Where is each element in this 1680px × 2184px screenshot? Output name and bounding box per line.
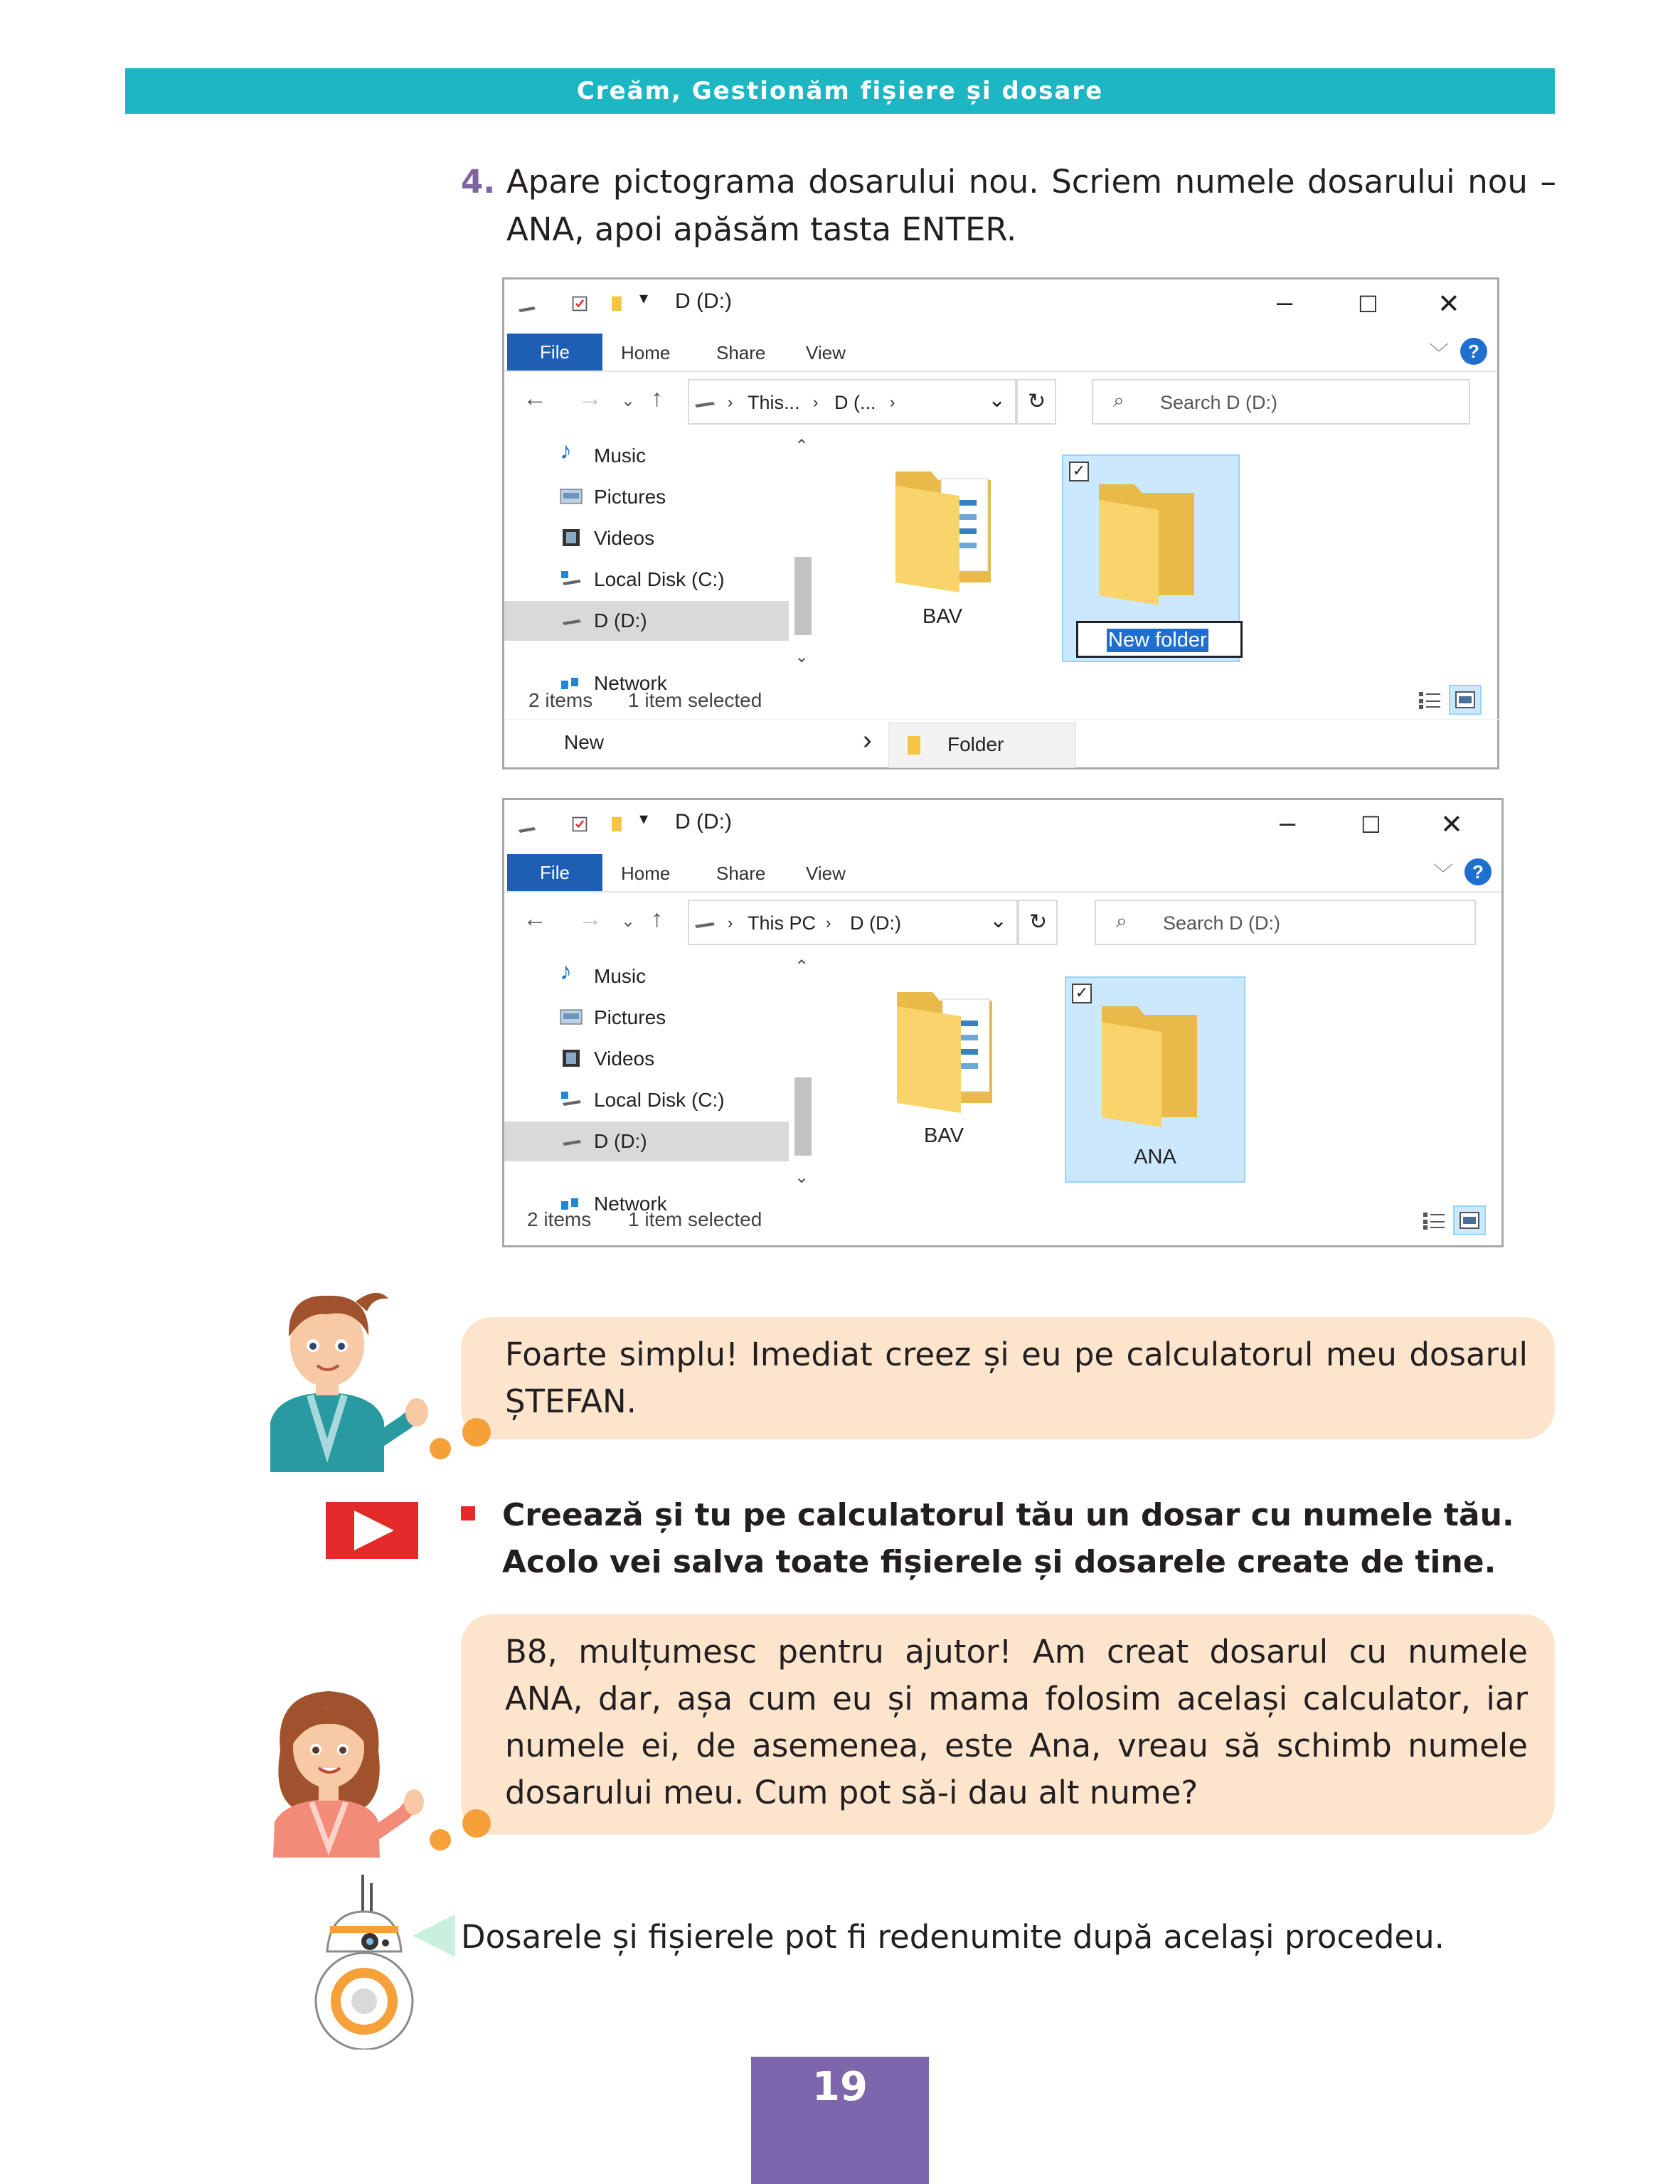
step-number: 4. <box>461 163 496 201</box>
search-placeholder: Search D (D:) <box>1163 912 1281 934</box>
nav-label: Videos <box>594 527 655 549</box>
nav-label: Network <box>594 672 667 694</box>
navigation-row <box>504 895 1501 948</box>
title-bar <box>504 800 1501 854</box>
minimize-button[interactable]: – <box>1280 807 1296 838</box>
folder-item-ana[interactable] <box>1065 976 1245 1183</box>
folder-label: ANA <box>1134 1146 1176 1168</box>
tab-file[interactable]: File <box>507 854 602 891</box>
large-icons-view-button[interactable] <box>1449 685 1482 715</box>
local-disk-icon <box>560 1090 583 1109</box>
local-disk-icon <box>560 570 583 588</box>
bubble-text: B8, mulțumesc pentru ajutor! Am creat dosarul cu numele ANA, dar, așa cum eu și mama folosim același calculator, iar numele ei, de asemenea, este Ana, vreau să schimb numele dosarului meu. Cum pot să-i dau alt nume? <box>505 1633 1528 1811</box>
address-bar[interactable] <box>688 379 1016 425</box>
nav-item-local-disk[interactable] <box>504 1080 789 1120</box>
drive-icon <box>693 917 718 931</box>
folder-label: BAV <box>924 1124 964 1147</box>
bubble-tail-dot <box>462 1418 491 1447</box>
ribbon-tabs <box>504 854 1501 893</box>
folder-icon <box>1097 996 1204 1131</box>
drive-icon <box>517 298 537 315</box>
folder-item-bav[interactable] <box>871 978 1016 1163</box>
address-dropdown-icon[interactable]: ⌄ <box>989 909 1008 932</box>
rename-input[interactable] <box>1076 621 1243 658</box>
forward-arrow-icon[interactable]: → <box>578 385 602 412</box>
context-new-label[interactable]: New <box>564 731 605 753</box>
navigation-pane <box>504 957 817 1220</box>
properties-icon[interactable] <box>570 295 590 312</box>
nav-label: Local Disk (C:) <box>594 1089 725 1111</box>
nav-label: Music <box>594 965 647 987</box>
maximize-button[interactable]: ☐ <box>1358 292 1378 317</box>
search-input[interactable] <box>1092 379 1470 425</box>
nav-label: Pictures <box>594 1006 666 1028</box>
nav-item-local-disk[interactable] <box>504 560 789 600</box>
tab-home[interactable]: Home <box>621 342 671 363</box>
back-arrow-icon[interactable]: ← <box>523 385 547 412</box>
scroll-thumb[interactable] <box>794 557 812 635</box>
chevron-right-icon: › <box>728 914 733 932</box>
context-folder-label: Folder <box>947 733 1004 755</box>
details-view-icon[interactable] <box>1418 689 1443 710</box>
speech-bubble-ana <box>461 1614 1555 1835</box>
status-selection: 1 item selected <box>628 689 762 711</box>
nav-item-pictures[interactable] <box>504 477 789 517</box>
drive-icon <box>693 396 718 410</box>
folder-item-bav[interactable] <box>870 457 1015 642</box>
speech-bubble-stefan <box>461 1317 1555 1439</box>
status-item-count: 2 items <box>527 1208 592 1230</box>
nav-item-drive-d[interactable] <box>504 1122 789 1161</box>
task-text: Creează și tu pe calculatorul tău un dosar cu numele tău. Acolo vei salva toate fișierele și dosarele create de tine. <box>502 1497 1514 1580</box>
submenu-arrow-icon: › <box>863 725 872 755</box>
status-item-count: 2 items <box>528 689 593 711</box>
maximize-button[interactable]: ☐ <box>1361 812 1381 838</box>
expand-ribbon-icon[interactable]: ﹀ <box>1433 863 1454 885</box>
context-folder-item[interactable] <box>888 723 1076 768</box>
step-instruction <box>461 158 1556 253</box>
checkbox-checked-icon[interactable]: ✓ <box>1072 984 1092 1003</box>
quick-access-dropdown-icon[interactable]: ▾ <box>639 289 649 308</box>
rename-selected-text: New folder <box>1108 629 1207 651</box>
nav-item-videos[interactable] <box>504 1039 789 1079</box>
nav-scrollbar[interactable] <box>789 957 817 1220</box>
address-part-drive[interactable]: D (... <box>834 392 876 413</box>
music-icon: ♪ <box>560 437 572 464</box>
nav-label: Local Disk (C:) <box>594 568 725 590</box>
red-square-bullet-icon <box>461 1506 475 1520</box>
refresh-button[interactable] <box>1018 900 1058 945</box>
refresh-icon: ↻ <box>1028 390 1046 413</box>
tab-view[interactable]: View <box>806 342 846 363</box>
quick-access-dropdown-icon[interactable]: ▾ <box>639 809 649 829</box>
status-selection: 1 item selected <box>628 1208 762 1230</box>
explorer-window-new-folder <box>502 277 1499 769</box>
search-input[interactable] <box>1095 900 1476 945</box>
refresh-icon: ↻ <box>1029 910 1048 934</box>
back-arrow-icon[interactable]: ← <box>523 905 547 932</box>
pictures-icon <box>560 1008 583 1026</box>
address-dropdown-icon[interactable]: ⌄ <box>988 388 1006 412</box>
bubble-tail-dot <box>430 1438 451 1459</box>
minimize-button[interactable]: – <box>1277 287 1293 318</box>
bubble-tail-dot <box>462 1809 491 1838</box>
scroll-down-icon[interactable]: ⌄ <box>794 1168 809 1187</box>
help-icon[interactable]: ? <box>1460 338 1487 365</box>
up-arrow-icon[interactable]: ↑ <box>651 385 663 412</box>
scroll-down-icon[interactable]: ⌄ <box>794 647 809 666</box>
search-icon: ⌕ <box>1113 389 1125 411</box>
scroll-up-icon[interactable]: ⌃ <box>794 957 809 976</box>
tab-share[interactable]: Share <box>716 863 766 884</box>
address-bar[interactable] <box>688 900 1018 945</box>
nav-label: Videos <box>594 1048 655 1070</box>
search-placeholder: Search D (D:) <box>1160 392 1278 413</box>
nav-label: Music <box>594 444 647 467</box>
help-icon[interactable]: ? <box>1464 858 1492 885</box>
girl-character-illustration <box>265 1680 435 1858</box>
bubble-text: Foarte simplu! Imediat creez și eu pe calculatorul meu dosarul ȘTEFAN. <box>505 1336 1528 1420</box>
close-button[interactable]: ✕ <box>1437 289 1460 319</box>
tab-view[interactable]: View <box>806 863 846 884</box>
nav-item-music[interactable] <box>504 957 789 996</box>
drive-icon <box>560 1131 583 1150</box>
boy-character-illustration <box>249 1280 434 1472</box>
chapter-header: Creăm, Gestionăm fișiere și dosare <box>125 68 1555 114</box>
nav-item-drive-d[interactable] <box>504 601 789 641</box>
up-arrow-icon[interactable]: ↑ <box>651 905 663 932</box>
address-part-drive[interactable]: D (D:) <box>850 912 901 934</box>
task-instruction <box>461 1492 1542 1586</box>
pointer-triangle <box>413 1914 455 1957</box>
nav-item-music[interactable] <box>504 436 789 476</box>
refresh-button[interactable] <box>1016 379 1056 425</box>
nav-item-videos[interactable] <box>504 518 789 558</box>
recent-locations-icon[interactable]: ⌄ <box>621 912 636 931</box>
folder-label: BAV <box>923 605 962 628</box>
title-bar <box>504 279 1497 334</box>
chevron-right-icon: › <box>890 393 895 411</box>
close-button[interactable]: ✕ <box>1440 810 1463 840</box>
nav-label: D (D:) <box>594 609 647 632</box>
tab-home[interactable]: Home <box>621 863 671 884</box>
play-icon <box>326 1502 418 1559</box>
large-icons-view-icon <box>1459 1211 1480 1230</box>
large-icons-view-icon <box>1455 691 1476 709</box>
details-view-icon[interactable] <box>1422 1210 1447 1231</box>
recent-locations-icon[interactable]: ⌄ <box>621 391 636 410</box>
new-folder-quick-icon[interactable] <box>607 295 627 312</box>
videos-icon <box>560 1049 583 1067</box>
folder-icon <box>906 735 922 756</box>
videos-icon <box>560 528 583 547</box>
address-part-this-pc[interactable]: This PC <box>748 912 817 934</box>
address-part-this-pc[interactable]: This... <box>748 392 800 413</box>
chevron-right-icon: › <box>728 393 733 411</box>
drive-icon <box>517 819 537 836</box>
nav-item-pictures[interactable] <box>504 998 789 1038</box>
nav-label: D (D:) <box>594 1130 647 1152</box>
robot-b8-illustration <box>306 1872 462 2050</box>
nav-scrollbar[interactable] <box>789 436 817 699</box>
expand-ribbon-icon[interactable]: ﹀ <box>1429 342 1450 364</box>
forward-arrow-icon[interactable]: → <box>578 905 602 932</box>
music-icon: ♪ <box>560 958 572 985</box>
explorer-window-renamed <box>502 798 1504 1247</box>
drive-icon <box>560 611 583 629</box>
large-icons-view-button[interactable] <box>1453 1205 1486 1235</box>
context-menu-strip <box>504 719 1501 767</box>
new-folder-quick-icon[interactable] <box>607 816 627 833</box>
bubble-tail-dot <box>430 1829 451 1850</box>
step-text: Apare pictograma dosarului nou. Scriem numele dosarului nou – ANA, apoi apăsăm tasta ENTER. <box>506 163 1556 248</box>
properties-icon[interactable] <box>570 816 590 833</box>
checkbox-checked-icon[interactable]: ✓ <box>1069 462 1089 481</box>
play-triangle <box>326 1502 418 1559</box>
chevron-right-icon: › <box>813 393 819 411</box>
navigation-row <box>504 375 1497 427</box>
search-icon: ⌕ <box>1116 910 1127 932</box>
nav-label: Pictures <box>594 486 666 508</box>
scroll-up-icon[interactable]: ⌃ <box>794 437 809 456</box>
tab-file[interactable]: File <box>507 334 602 371</box>
robot-note: Dosarele și fișierele pot fi redenumite după același procedeu. <box>461 1918 1445 1956</box>
navigation-pane <box>504 436 817 699</box>
folder-icon <box>1095 474 1201 609</box>
folder-with-files-icon <box>891 457 998 592</box>
page-number: 19 <box>751 2057 929 2184</box>
chevron-right-icon: › <box>826 914 831 932</box>
pictures-icon <box>560 487 583 506</box>
window-title: D (D:) <box>675 810 732 833</box>
window-title: D (D:) <box>675 289 732 313</box>
tab-share[interactable]: Share <box>716 342 766 363</box>
scroll-thumb[interactable] <box>794 1077 812 1156</box>
ribbon-tabs <box>504 334 1497 372</box>
nav-label: Network <box>594 1193 667 1215</box>
folder-with-files-icon <box>893 978 999 1113</box>
